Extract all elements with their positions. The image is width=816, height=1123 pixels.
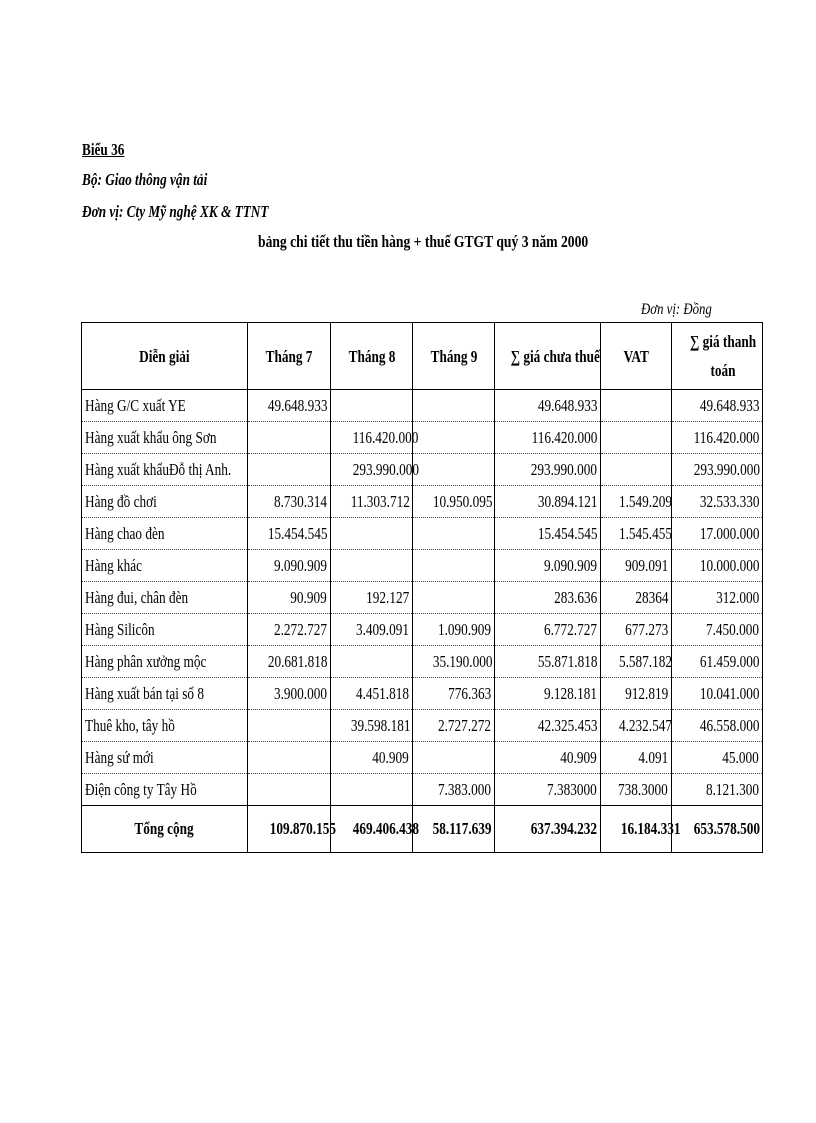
table-cell	[248, 710, 331, 742]
table-row	[82, 710, 763, 742]
row-label: Hàng khác	[82, 550, 248, 582]
table-cell: 30.894.121	[495, 486, 601, 518]
total-row	[82, 806, 763, 853]
column-header: ∑ giá thanh toán	[672, 323, 763, 390]
table-row	[82, 582, 763, 614]
page-title: bảng chi tiết thu tiền hàng + thuế GTGT quý 3 năm 2000	[258, 232, 589, 251]
table-cell	[413, 454, 495, 486]
table-cell: 8.730.314	[248, 486, 331, 518]
table-cell	[601, 422, 672, 454]
total-cell: 58.117.639	[413, 806, 495, 853]
table-row	[82, 454, 763, 486]
column-header: ∑ giá chưa thuế	[495, 323, 601, 390]
table-cell: 6.772.727	[495, 614, 601, 646]
table-cell	[248, 742, 331, 774]
total-cell: 653.578.500	[672, 806, 763, 853]
row-label: Hàng đui, chân đèn	[82, 582, 248, 614]
table-cell	[331, 550, 413, 582]
table-cell: 49.648.933	[672, 390, 763, 422]
table-header-row	[82, 323, 763, 390]
column-header: VAT	[601, 323, 672, 390]
table-cell: 192.127	[331, 582, 413, 614]
table-cell	[601, 390, 672, 422]
table-cell: 677.273	[601, 614, 672, 646]
table-cell: 17.000.000	[672, 518, 763, 550]
ministry-line: Bộ: Giao thông vận tải	[82, 170, 208, 189]
column-header: Tháng 7	[248, 323, 331, 390]
table-cell: 293.990.000	[331, 454, 413, 486]
row-label: Hàng chao đèn	[82, 518, 248, 550]
table-cell: 3.409.091	[331, 614, 413, 646]
table-cell: 909.091	[601, 550, 672, 582]
row-label: Điện công ty Tây Hồ	[82, 774, 248, 806]
table-cell: 4.091	[601, 742, 672, 774]
row-label: Hàng Silicôn	[82, 614, 248, 646]
table-cell: 61.459.000	[672, 646, 763, 678]
table-cell	[413, 582, 495, 614]
table-cell: 2.272.727	[248, 614, 331, 646]
table-cell: 8.121.300	[672, 774, 763, 806]
table-row	[82, 646, 763, 678]
unit-line: Đơn vị: Cty Mỹ nghệ XK & TTNT	[82, 202, 269, 221]
table-cell	[248, 422, 331, 454]
table-cell: 7.383000	[495, 774, 601, 806]
total-cell: 16.184.331	[601, 806, 672, 853]
table-row	[82, 486, 763, 518]
table-cell: 1.545.455	[601, 518, 672, 550]
table-cell: 116.420.000	[672, 422, 763, 454]
table-cell: 1.090.909	[413, 614, 495, 646]
table-cell: 9.128.181	[495, 678, 601, 710]
table-cell: 20.681.818	[248, 646, 331, 678]
table-cell: 293.990.000	[672, 454, 763, 486]
table-cell	[331, 774, 413, 806]
table-cell: 7.450.000	[672, 614, 763, 646]
table-cell: 312.000	[672, 582, 763, 614]
table-cell: 49.648.933	[248, 390, 331, 422]
table-cell	[601, 454, 672, 486]
table-cell	[413, 550, 495, 582]
table-cell: 10.041.000	[672, 678, 763, 710]
total-label: Tổng cộng	[82, 806, 248, 853]
table-cell: 15.454.545	[248, 518, 331, 550]
table-cell: 5.587.182	[601, 646, 672, 678]
row-label: Hàng phân xưởng mộc	[82, 646, 248, 678]
table-cell: 9.090.909	[495, 550, 601, 582]
table-row	[82, 614, 763, 646]
table-cell: 35.190.000	[413, 646, 495, 678]
table-cell: 90.909	[248, 582, 331, 614]
table-cell: 3.900.000	[248, 678, 331, 710]
table-cell: 4.451.818	[331, 678, 413, 710]
table-cell	[331, 646, 413, 678]
currency-unit: Đơn vị: Đồng	[641, 301, 712, 318]
table-cell: 2.727.272	[413, 710, 495, 742]
row-label: Hàng sứ mới	[82, 742, 248, 774]
total-cell: 469.406.438	[331, 806, 413, 853]
form-number: Biểu 36	[82, 140, 125, 159]
table-cell: 32.533.330	[672, 486, 763, 518]
table-cell: 4.232.547	[601, 710, 672, 742]
table-cell: 10.000.000	[672, 550, 763, 582]
table-cell: 283.636	[495, 582, 601, 614]
column-header: Diễn giải	[82, 323, 248, 390]
table-cell	[331, 390, 413, 422]
table-cell	[248, 454, 331, 486]
table-cell	[413, 742, 495, 774]
table-cell: 55.871.818	[495, 646, 601, 678]
table-cell: 28364	[601, 582, 672, 614]
table-row	[82, 774, 763, 806]
column-header: Tháng 9	[413, 323, 495, 390]
table-row	[82, 678, 763, 710]
table-cell: 39.598.181	[331, 710, 413, 742]
table-cell: 11.303.712	[331, 486, 413, 518]
table-cell	[331, 518, 413, 550]
table-cell: 9.090.909	[248, 550, 331, 582]
row-label: Thuê kho, tây hồ	[82, 710, 248, 742]
total-cell: 109.870.155	[248, 806, 331, 853]
table-cell: 45.000	[672, 742, 763, 774]
table-cell: 49.648.933	[495, 390, 601, 422]
table-cell: 776.363	[413, 678, 495, 710]
row-label: Hàng G/C xuất YE	[82, 390, 248, 422]
table-row	[82, 742, 763, 774]
row-label: Hàng đồ chơi	[82, 486, 248, 518]
table-cell: 738.3000	[601, 774, 672, 806]
table-cell: 15.454.545	[495, 518, 601, 550]
table-cell: 912.819	[601, 678, 672, 710]
table-cell: 293.990.000	[495, 454, 601, 486]
total-cell: 637.394.232	[495, 806, 601, 853]
table-cell: 1.549.209	[601, 486, 672, 518]
table-cell	[413, 518, 495, 550]
table-cell: 42.325.453	[495, 710, 601, 742]
row-label: Hàng xuất bán tại số 8	[82, 678, 248, 710]
table-cell: 46.558.000	[672, 710, 763, 742]
table-cell	[413, 422, 495, 454]
table-row	[82, 422, 763, 454]
row-label: Hàng xuất khẩuĐỗ thị Anh.	[82, 454, 248, 486]
table-row	[82, 390, 763, 422]
table-row	[82, 550, 763, 582]
table-cell: 40.909	[495, 742, 601, 774]
row-label: Hàng xuất khẩu ông Sơn	[82, 422, 248, 454]
table-row	[82, 518, 763, 550]
table-cell	[248, 774, 331, 806]
table-cell: 10.950.095	[413, 486, 495, 518]
table-cell: 116.420.000	[495, 422, 601, 454]
table-cell: 40.909	[331, 742, 413, 774]
table-cell: 116.420.000	[331, 422, 413, 454]
table-cell: 7.383.000	[413, 774, 495, 806]
revenue-table	[81, 322, 763, 853]
column-header: Tháng 8	[331, 323, 413, 390]
table-cell	[413, 390, 495, 422]
